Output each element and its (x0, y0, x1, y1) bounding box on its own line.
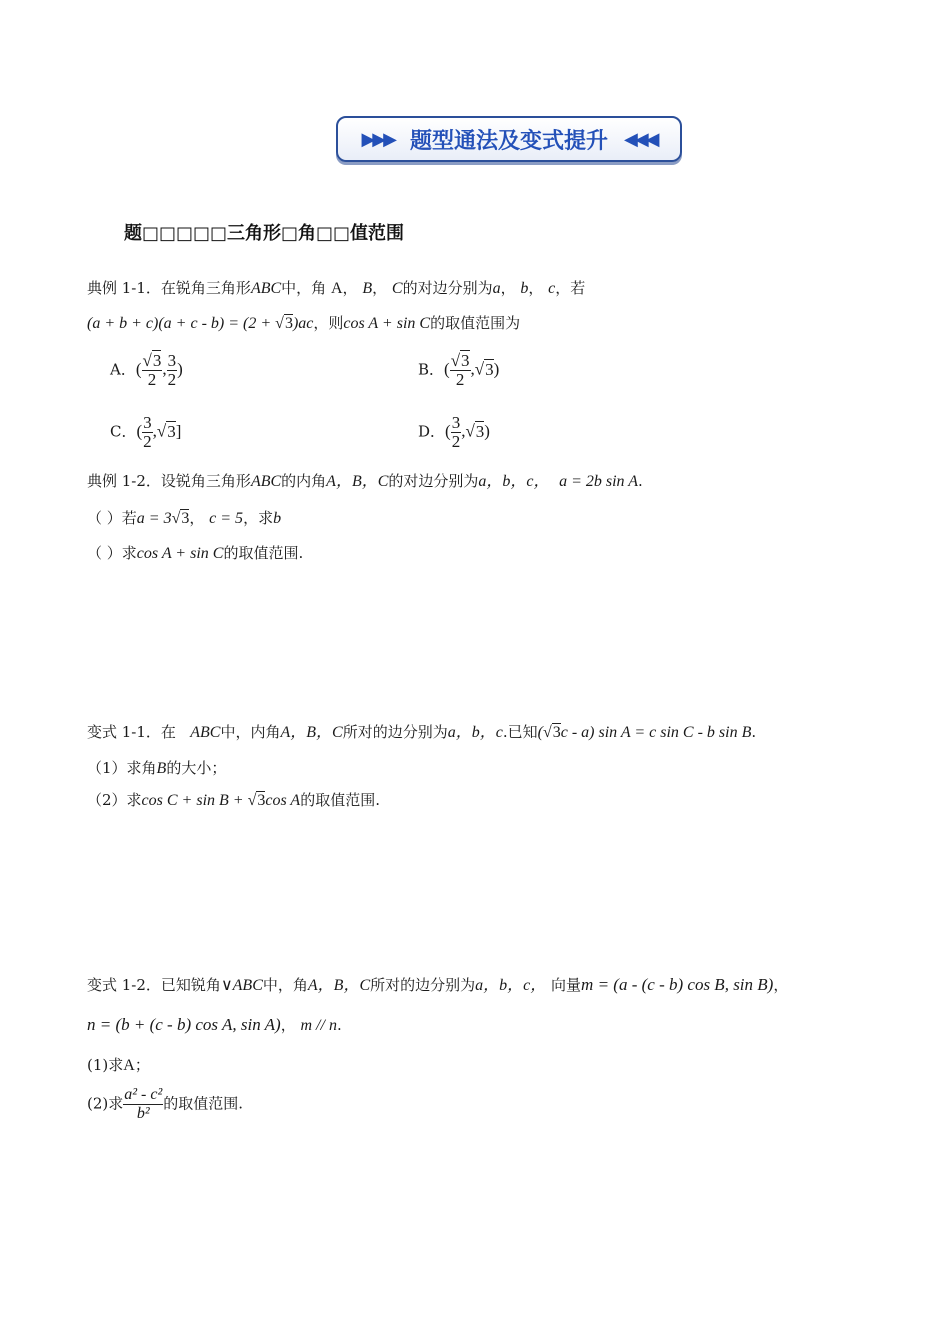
fraction: $\frac{\text{a² - c²}}{\text{b²}}$ (124, 1086, 163, 1122)
example-1-1-line2: (a + b + c)(a + c - b) = (2 + √3)ac，则cos A + sin C的取值范围为 (87, 314, 521, 332)
sqrt-symbol: √ (275, 315, 284, 332)
example-1-1-line1: 典例 1-1．在锐角三角形ABC中，角 A， B， C的对边分别为a， b， c，若 (87, 279, 586, 297)
example-1-2-question-1: （ ）若a = 3√3， c = 5，求b (87, 509, 282, 527)
variant-1-2-line1: 变式 1-2．已知锐角∨ABC中，角A，B，C所对的边分别为a，b，c， 向量m = (a - (c - b) cos B, sin B)， (87, 975, 789, 994)
banner-title: 题型通法及变式提升 (409, 128, 608, 154)
variant-1-1-question-1: （1）求角B的大小； (87, 759, 227, 777)
section-heading: 题□□□□□三角形□角□□值范围 (124, 223, 405, 244)
variant-1-1-line1: 变式 1-1．在 ABC中，内角A，B，C所对的边分别为a，b，c.已知(√3c - a) sin A = c sin C - b sin B. (87, 723, 757, 741)
right-arrows-icon: ▶▶▶ (361, 128, 394, 150)
example-1-2-label: 典例 1-2．设锐角三角形 (87, 472, 251, 490)
example-1-2-line1: 典例 1-2．设锐角三角形ABC的内角A，B，C的对边分别为a，b，c， a = 2b sin A. (87, 472, 643, 490)
variant-1-2-line2: n = (b + (c - b) cos A, sin A)， m // n. (87, 1015, 342, 1034)
option-b: B．( $\frac{√3}{2}$ ,√3) (418, 351, 500, 389)
variant-1-1-label: 变式 1-1．在 (87, 723, 176, 741)
example-1-1-label: 典例 1-1．在锐角三角形 (87, 279, 251, 297)
option-c: C．( $\frac{3}{2}$ ,√3] (110, 413, 182, 451)
variant-1-2-label: 变式 1-2．已知锐角 (87, 976, 221, 994)
example-1-2-question-2: （ ）求cos A + sin C的取值范围. (87, 544, 304, 562)
variant-1-2-question-1: (1)求A； (87, 1056, 150, 1074)
option-d: D．( $\frac{3}{2}$ ,√3) (418, 413, 490, 451)
section-banner (336, 116, 682, 162)
variant-1-2-question-2: (2)求 $\frac{\text{a² - c²}}{\text{b²}}$ 的取值范围. (87, 1086, 244, 1122)
option-a: A．( $\frac{√3}{2}$ , $\frac{3}{2}$ ) (110, 351, 183, 389)
condition-formula: (a + b + c)(a + c - b) = (2 + (87, 315, 276, 332)
left-arrows-icon: ◀◀◀ (624, 128, 657, 150)
variant-1-1-question-2: （2）求cos C + sin B + √3cos A的取值范围. (87, 791, 380, 809)
